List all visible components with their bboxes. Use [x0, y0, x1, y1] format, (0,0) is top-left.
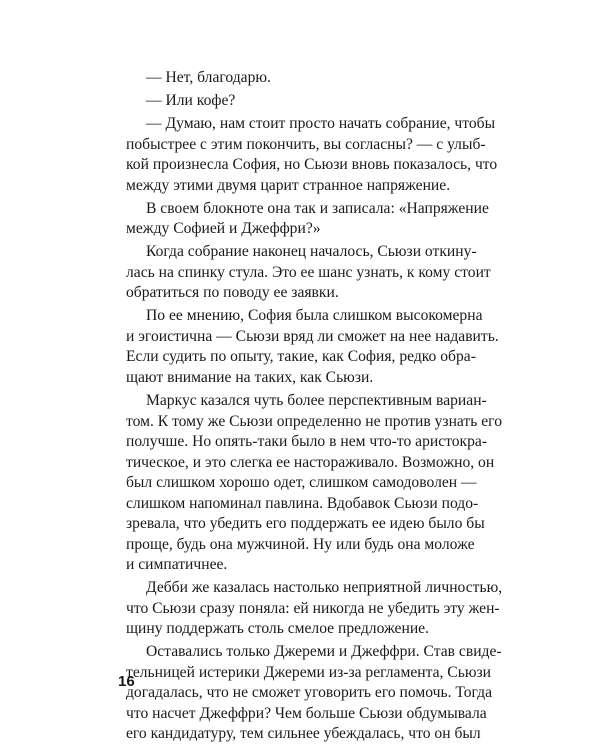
text-line: Оставались только Джереми и Джеффри. Став свиде- — [146, 643, 502, 661]
text-line: щину поддержать столь смелое предложение. — [126, 620, 429, 638]
paragraph — [126, 642, 502, 745]
body-text — [126, 68, 503, 745]
text-line: тельницей истерики Джереми из-за регламента, Сьюзи — [126, 663, 491, 681]
text-line: щают внимание на таких, как Сьюзи. — [126, 368, 374, 386]
page-number: 16 — [118, 673, 135, 690]
paragraph — [126, 91, 472, 112]
text-line: обратиться по поводу ее заявки. — [126, 284, 339, 302]
text-line: его кандидатуру, тем сильнее убеждалась, что он был — [126, 725, 481, 743]
paragraph — [126, 306, 499, 388]
text-line: побыстрее с этим покончить, вы согласны? — с улыб- — [126, 135, 486, 153]
text-line: — Думаю, нам стоит просто начать собрание, чтобы — [146, 115, 496, 133]
text-line: Если судить по опыту, такие, как София, редко обра- — [126, 348, 476, 366]
text-line: тическое, и это слегка ее настораживало. Возможно, он — [126, 453, 495, 471]
paragraph — [126, 578, 503, 640]
text-line: том. К тому же Сьюзи определенно не против узнать его — [126, 412, 502, 430]
text-line: Дебби же казалась настолько неприятной личностью, — [146, 579, 503, 597]
text-line: лась на спинку стула. Это ее шанс узнать, к кому стоит — [126, 263, 491, 281]
text-line: Маркус казался чуть более перспективным вариан- — [146, 392, 487, 410]
text-line: слишком напоминал павлина. Вдобавок Сьюзи подо- — [126, 494, 479, 512]
text-line: По ее мнению, София была слишком высокомерна — [146, 307, 483, 325]
text-line: проще, будь она мужчиной. Ну или будь она моложе — [126, 535, 475, 553]
text-line: и симпатичнее. — [126, 556, 228, 574]
text-line: догадалась, что не сможет уговорить его помочь. Тогда — [126, 684, 493, 702]
paragraph — [126, 199, 489, 240]
text-line: кой произнесла София, но Сьюзи вновь показалось, что — [126, 156, 498, 174]
text-line: получше. Но опять-таки было в нем что-то аристокра- — [126, 433, 488, 451]
text-line: между этими двумя царит странное напряжение. — [126, 176, 451, 194]
text-line: — Или кофе? — [146, 92, 236, 110]
text-line: зревала, что убедить его поддержать ее идею было бы — [126, 515, 485, 533]
text-line: был слишком хорошо одет, слишком самодоволен — — [126, 474, 477, 492]
text-line: что насчет Джеффри? Чем больше Сьюзи обдумывала — [126, 704, 487, 722]
paragraph — [126, 242, 491, 304]
text-line: и эгоистична — Сьюзи вряд ли сможет на нее надавить. — [126, 327, 499, 345]
paragraph — [126, 114, 498, 196]
paragraph — [126, 391, 502, 576]
text-line: между Софией и Джеффри?» — [126, 220, 321, 238]
text-line: что Сьюзи сразу поняла: ей никогда не убедить эту жен- — [126, 599, 500, 617]
text-line: В своем блокноте она так и записала: «Напряжение — [146, 199, 489, 217]
paragraph — [126, 68, 472, 89]
text-line: — Нет, благодарю. — [146, 69, 271, 86]
text-line: Когда собрание наконец началось, Сьюзи откину- — [146, 243, 477, 261]
